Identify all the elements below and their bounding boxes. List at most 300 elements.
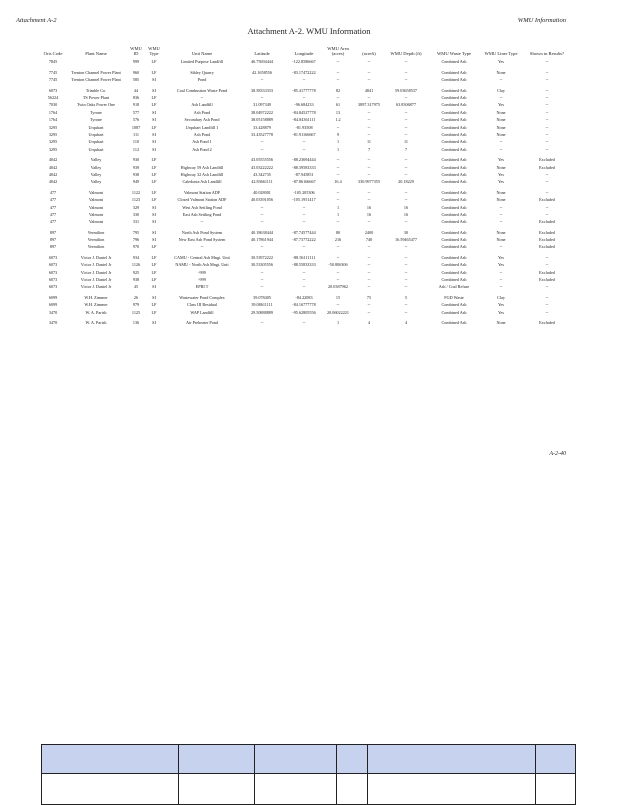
table-cell: 3295: [48, 139, 58, 145]
table-cell: --: [336, 197, 340, 203]
table-cell: 3295: [48, 132, 58, 137]
table-cell: Combined Ash: [441, 219, 467, 225]
table-cell: 577: [132, 109, 140, 115]
table-cell: -88.39583333: [292, 164, 316, 170]
table-cell: Combined Ash: [441, 179, 467, 185]
table-cell: --: [302, 284, 306, 290]
table-row: [41, 269, 575, 276]
table-cell: --: [260, 77, 264, 83]
column-header: Unit Name: [191, 51, 213, 57]
table-cell: --: [260, 204, 264, 210]
table-cell: --: [302, 95, 306, 101]
table-cell: --: [260, 244, 264, 250]
table-cell: -95.62805556: [292, 309, 316, 315]
table-cell: 6073: [48, 277, 58, 283]
table-cell: 59.03658537: [395, 87, 417, 93]
table-cell: Ash Pond: [193, 132, 211, 137]
table-cell: --: [302, 77, 306, 83]
table-cell: 39.08611111: [251, 302, 273, 308]
table-cell: 20.0387962: [328, 284, 348, 290]
table-cell: Trimble Co.: [85, 87, 107, 93]
table-cell: Excluded: [539, 319, 555, 325]
table-cell: --: [545, 69, 549, 75]
table-cell: --: [336, 157, 340, 163]
table-header-row: [41, 46, 575, 59]
table-row: [41, 102, 575, 109]
table-cell: --: [404, 171, 408, 177]
table-cell: Combined Ash: [441, 277, 467, 283]
table-cell: Wastewater Pond Complex: [179, 294, 225, 300]
header-cell: [368, 745, 536, 774]
table-cell: Yes: [497, 157, 505, 163]
table-cell: 1087: [131, 124, 141, 130]
table-cell: 477: [49, 189, 57, 195]
table-cell: 938: [132, 277, 140, 283]
table-cell: 4042: [48, 171, 58, 177]
table-cell: 1125: [131, 309, 141, 315]
table-cell: Excluded: [539, 197, 555, 203]
table-cell: None: [496, 117, 506, 123]
table-cell: --: [404, 164, 408, 170]
table-cell: 7: [404, 146, 408, 152]
table-cell: 6099: [48, 302, 58, 308]
table-cell: Excluded: [539, 237, 555, 243]
table-cell: --: [499, 95, 503, 101]
table-cell: None: [496, 109, 506, 115]
table-cell: --: [336, 302, 340, 308]
table-row: [41, 277, 575, 284]
table-cell: Urquhart: [88, 146, 104, 152]
table-cell: W.H. Zimmer: [84, 302, 108, 308]
table-cell: North Ash Pond System: [181, 229, 223, 235]
table-cell: Coal Combustion Waste Pond: [176, 87, 228, 93]
table-cell: SI: [152, 294, 156, 300]
column-header: WMU Depth (ft): [390, 51, 422, 57]
table-cell: --: [200, 219, 204, 225]
table-cell: Valley: [90, 164, 102, 170]
table-cell: --: [336, 59, 340, 65]
table-cell: 925: [132, 269, 140, 275]
header-cell: [255, 745, 337, 774]
table-cell: 112: [132, 146, 140, 152]
table-cell: Pond: [197, 77, 207, 83]
table-cell: --: [545, 179, 549, 185]
table-cell: --: [545, 124, 549, 130]
table-cell: Limited Purpose Landfill: [180, 59, 224, 65]
table-cell: Combined Ash: [441, 77, 467, 83]
table-row: [41, 284, 575, 291]
header-cell: [536, 745, 576, 774]
table-cell: Combined Ash: [441, 319, 467, 325]
table-cell: FGD Waste: [444, 294, 464, 300]
table-cell: Combined Ash: [441, 139, 467, 145]
table-row: [41, 204, 575, 211]
table-cell: 330: [132, 211, 140, 217]
table-cell: -87.86166667: [292, 179, 316, 185]
table-cell: --: [499, 77, 503, 83]
table-cell: Yes: [497, 302, 505, 308]
table-cell: --: [367, 262, 371, 268]
table-cell: 40.03391056: [251, 197, 273, 203]
table-cell: Excluded: [539, 269, 555, 275]
table-row: [41, 262, 575, 269]
table-cell: Excluded: [539, 157, 555, 163]
table-cell: --: [260, 319, 264, 325]
table-cell: 999: [132, 59, 140, 65]
table-cell: 43.03222222: [251, 164, 273, 170]
table-cell: 1764: [48, 117, 58, 123]
table-cell: --: [545, 294, 549, 300]
table-cell: 46.75694444: [251, 59, 273, 65]
table-cell: --: [367, 277, 371, 283]
table-header-band: [42, 745, 576, 774]
table-cell: --: [404, 189, 408, 195]
table-cell: 111: [133, 132, 139, 137]
table-cell: 2400: [364, 229, 374, 235]
table-cell: SI: [152, 77, 156, 83]
table-cell: 477: [49, 219, 57, 225]
table-row: [41, 251, 575, 261]
table-cell: 934: [132, 254, 140, 260]
column-header: WMU ID: [130, 46, 142, 57]
table-cell: Highway 59 Ash Landfill: [180, 164, 224, 170]
table-cell: 16: [403, 211, 409, 217]
table-cell: Combined Ash: [441, 254, 467, 260]
table-cell: --: [404, 262, 408, 268]
table-cell: Excluded: [539, 277, 555, 283]
table-cell: 110: [132, 139, 140, 145]
table-cell: 29.50888889: [251, 309, 273, 315]
table-cell: W.H. Zimmer: [84, 294, 108, 300]
table-cell: --: [404, 117, 408, 123]
table-cell: Victor J. Daniel Jr: [80, 262, 112, 268]
table-cell: None: [496, 237, 506, 243]
table-cell: --: [499, 284, 503, 290]
table-cell: --: [302, 139, 306, 145]
table-cell: --: [545, 87, 549, 93]
table-cell: --: [404, 59, 408, 65]
table-cell: -85.41777778: [292, 87, 316, 93]
table-cell: Vermilion: [87, 237, 105, 243]
table-cell: Combined Ash: [441, 197, 467, 203]
table-cell: --: [404, 309, 408, 315]
table-cell: --: [404, 284, 408, 290]
table-cell: --: [302, 319, 306, 325]
table-cell: --: [404, 77, 408, 83]
table-cell: SI: [152, 109, 156, 115]
table-row: [41, 197, 575, 204]
table-cell: Combined Ash: [441, 309, 467, 315]
table-cell: 38.58333333: [251, 87, 273, 93]
table-cell: 61: [335, 102, 341, 108]
table-cell: --: [260, 95, 264, 101]
table-cell: 4841: [364, 87, 374, 93]
table-cell: Excluded: [539, 229, 555, 235]
table-body: [41, 59, 575, 327]
table-row: [41, 66, 575, 76]
table-cell: --: [336, 269, 340, 275]
table-cell: Valmont: [88, 197, 104, 203]
table-cell: 1764: [48, 109, 58, 115]
table-row: [41, 117, 575, 124]
table-cell: -81.93508: [295, 124, 313, 130]
table-cell: --: [367, 302, 371, 308]
table-cell: LF: [151, 302, 157, 308]
table-row: [41, 95, 575, 102]
table-cell: --: [367, 171, 371, 177]
table-cell: LF: [151, 309, 157, 315]
table-cell: 970: [132, 244, 140, 250]
table-cell: --: [302, 146, 306, 152]
table-cell: 33.43527778: [251, 132, 273, 137]
table-cell: Combined Ash: [441, 117, 467, 123]
table-cell: Combined Ash: [441, 211, 467, 217]
table-cell: Vermilion: [87, 244, 105, 250]
table-row: [41, 212, 575, 219]
table-cell: None: [496, 164, 506, 170]
table-cell: --: [545, 146, 549, 152]
table-cell: None: [496, 197, 506, 203]
table-cell: 30.53972222: [251, 254, 273, 260]
table-cell: --: [404, 132, 408, 137]
table-cell: 918: [132, 102, 140, 108]
table-cell: 1126: [131, 262, 141, 268]
table-cell: Combined Ash: [441, 204, 467, 210]
table-row: [41, 186, 575, 196]
table-cell: --: [367, 189, 371, 195]
table-cell: -81.91166667: [292, 132, 316, 137]
table-cell: SI: [152, 117, 156, 123]
running-header-left: Attachment A-2: [16, 17, 57, 24]
table-cell: [65, 59, 127, 66]
table-cell: --: [367, 197, 371, 203]
page-number: A-2-40: [549, 451, 566, 457]
column-header: Longitude: [294, 51, 314, 57]
table-cell: 897: [49, 244, 57, 250]
table-row: [41, 291, 575, 301]
table-cell: 6073: [48, 269, 58, 275]
table-cell: --: [499, 139, 503, 145]
table-cell: Combined Ash: [441, 269, 467, 275]
table-cell: -83.17472222: [292, 69, 316, 75]
table-cell: --: [336, 219, 340, 225]
table-cell: TS Power Plant: [82, 95, 110, 101]
table-cell: --: [404, 157, 408, 163]
table-cell: CAMU - Central Ash Mngt. Unit: [174, 254, 230, 260]
table-cell: Yes: [497, 171, 505, 177]
table-cell: --: [545, 204, 549, 210]
table-cell: 1: [336, 139, 340, 145]
table-cell: --: [367, 132, 371, 137]
table-cell: 3295: [48, 124, 58, 130]
table-cell: 20.06022221: [327, 309, 349, 315]
table-cell: --: [367, 77, 371, 83]
table-cell: LF: [151, 164, 157, 170]
table-cell: Caledonia Ash Landfill: [182, 179, 222, 185]
table-row: [41, 124, 575, 131]
table-row: [41, 132, 575, 139]
table-row: [41, 317, 575, 327]
table-cell: Combined Ash: [441, 302, 467, 308]
table-cell: Valley: [90, 179, 102, 185]
table-cell: -88.56111111: [292, 254, 316, 260]
table-cell: --: [499, 219, 503, 225]
table-cell: Combined Ash: [441, 132, 467, 137]
table-cell: Combined Ash: [441, 229, 467, 235]
table-cell: 42.1658556: [252, 69, 272, 75]
table-cell: 43.342735: [253, 171, 271, 177]
table-cell: -84.84527778: [292, 109, 316, 115]
table-cell: Valley: [90, 171, 102, 177]
header-cell: [179, 745, 255, 774]
table-cell: East Ash Settling Pond: [182, 211, 222, 217]
table-cell: Trenton Channel Power Plant: [71, 69, 121, 75]
page-title: Attachment A-2. WMU Information: [247, 26, 371, 36]
table-cell: Valley: [90, 157, 102, 163]
table-cell: Urquhart: [88, 132, 104, 137]
table-cell: -50.806306: [328, 262, 348, 268]
table-cell: 6073: [48, 87, 58, 93]
table-cell: 4: [404, 319, 408, 325]
table-cell: Victor J. Daniel Jr: [80, 254, 112, 260]
table-cell: --: [404, 244, 408, 250]
table-cell: 1: [336, 319, 340, 325]
table-cell: --: [404, 277, 408, 283]
table-cell: W. A. Parish: [85, 319, 107, 325]
table-cell: Tyrone: [90, 109, 102, 115]
table-cell: 836: [132, 95, 140, 101]
table-cell: --: [404, 197, 408, 203]
table-cell: 16: [403, 204, 409, 210]
table-cell: 330.9977355: [358, 179, 380, 185]
table-cell: 4: [367, 319, 371, 325]
table-cell: LF: [151, 157, 157, 163]
table-cell: Combined Ash: [441, 87, 467, 93]
table-cell: SI: [152, 146, 156, 152]
table-cell: --: [499, 244, 503, 250]
table-cell: Yes: [497, 179, 505, 185]
table-cell: --: [302, 244, 306, 250]
table-cell: Ash Pond 1: [192, 139, 212, 145]
table-cell: 33.428879: [253, 124, 271, 130]
table-cell: --: [336, 95, 340, 101]
table-cell: 1: [336, 146, 340, 152]
column-header: WMU Area (acres): [327, 46, 349, 57]
table-cell: Combined Ash: [441, 69, 467, 75]
table-row: [41, 164, 575, 171]
table-cell: Secondary Ash Pond: [184, 117, 220, 123]
table-cell: 1122: [131, 189, 141, 195]
table-cell: SI: [152, 132, 156, 137]
table-cell: -84.16777778: [292, 302, 316, 308]
table-cell: Urquhart: [88, 124, 104, 130]
table-cell: LF: [151, 254, 157, 260]
table-cell: SI: [152, 237, 156, 243]
table-cell: Sibley Quarry: [190, 69, 214, 75]
table-cell: Combined Ash: [441, 157, 467, 163]
table-cell: -88.23694444: [292, 157, 316, 163]
table-cell: Tyrone: [90, 117, 102, 123]
table-cell: Combined Ash: [441, 262, 467, 268]
table-cell: 930: [132, 157, 140, 163]
column-header: WMU Waste Type: [436, 51, 472, 57]
table-cell: SI: [152, 319, 156, 325]
table-cell: --: [200, 95, 204, 101]
table-cell: -122.8586667: [292, 59, 316, 65]
table-row: [41, 139, 575, 146]
column-header: Shown in Results?: [529, 51, 565, 57]
table-cell: --: [336, 254, 340, 260]
table-cell: New East Ash Pond System: [178, 237, 226, 243]
table-cell: NAMU - North Ash Mngt. Unit: [175, 262, 229, 268]
table-cell: Excluded: [539, 244, 555, 250]
table-cell: --: [404, 124, 408, 130]
table-cell: None: [496, 229, 506, 235]
table-cell: 4042: [48, 157, 58, 163]
table-cell: 949: [132, 179, 140, 185]
table-cell: 75: [366, 294, 372, 300]
header-cell: [42, 745, 179, 774]
table-cell: --: [367, 117, 371, 123]
table-cell: -87.945851: [294, 171, 314, 177]
table-cell: Ash / Coal Refuse: [438, 284, 470, 290]
table-cell: 43.05555556: [251, 157, 273, 163]
table-cell: --: [404, 302, 408, 308]
table-row: [41, 237, 575, 244]
table-cell: Yes: [497, 102, 505, 108]
table-cell: Valmont: [88, 189, 104, 195]
table-cell: 31.097349: [253, 102, 271, 108]
table-row: [41, 84, 575, 94]
table-cell: --: [260, 146, 264, 152]
table-cell: --: [302, 219, 306, 225]
table-cell: -105.205306: [293, 189, 315, 195]
table-row: [41, 109, 575, 116]
table-cell: --: [545, 117, 549, 123]
table-cell: --: [336, 171, 340, 177]
table-cell: None: [496, 319, 506, 325]
table-row: [41, 302, 575, 309]
table-cell: Clay: [497, 294, 505, 300]
table-cell: SI: [152, 87, 156, 93]
table-cell: --: [336, 124, 340, 130]
table-cell: 796: [132, 237, 140, 243]
table-cell: None: [496, 124, 506, 130]
table-cell: Yes: [497, 59, 505, 65]
table-row: [41, 219, 575, 226]
table-cell: 1: [336, 211, 340, 217]
table-cell: --: [404, 269, 408, 275]
table-cell: -87.74577444: [292, 229, 316, 235]
table-cell: 960: [132, 69, 140, 75]
table-row: [41, 146, 575, 153]
table-cell: Combined Ash: [441, 124, 467, 130]
table-cell: Victor J. Daniel Jr: [80, 284, 112, 290]
table-cell: Combined Ash: [441, 109, 467, 115]
table-row: [41, 59, 575, 66]
table-cell: Excluded: [539, 164, 555, 170]
table-cell: --: [367, 269, 371, 275]
table-cell: 40.17861944: [251, 237, 273, 243]
table-cell: 80: [335, 229, 341, 235]
table-cell: None: [496, 132, 506, 137]
table-cell: 795: [132, 229, 140, 235]
table-cell: 15: [335, 294, 341, 300]
table-cell: --: [404, 95, 408, 101]
table-cell: -96.684233: [294, 102, 314, 108]
table-cell: Combined Ash: [441, 171, 467, 177]
table-cell: Excluded: [539, 219, 555, 225]
